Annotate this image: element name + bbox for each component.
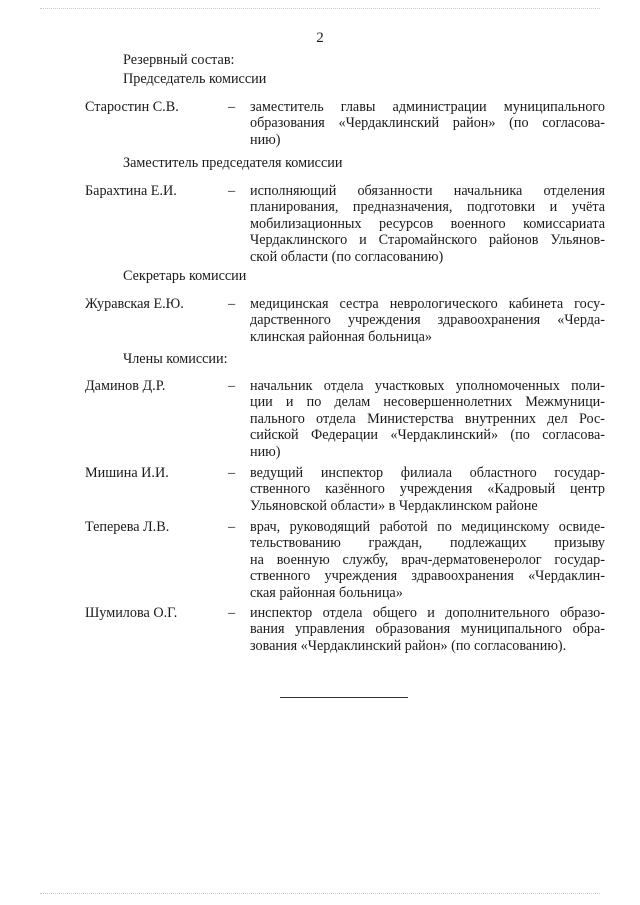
reserve-heading: Резервный состав: <box>123 52 235 68</box>
page-number: 2 <box>316 30 324 46</box>
description-line: вания управления образования муниципального обра- <box>250 621 605 638</box>
member-dash: – <box>228 99 236 115</box>
description-line: ская районная больница» <box>250 584 403 601</box>
description-line: дарственного учреждения здравоохранения «Черда- <box>250 312 605 329</box>
end-of-document-rule <box>280 697 408 698</box>
section-heading-deputy: Заместитель председателя комиссии <box>123 155 343 171</box>
section-heading-members: Члены комиссии: <box>123 351 228 367</box>
member-name: Журавская Е.Ю. <box>85 296 184 312</box>
member-name: Барахтина Е.И. <box>85 183 177 199</box>
scan-edge-top <box>40 8 600 9</box>
description-line: Чердаклинского и Старомайнского районов Ульянов- <box>250 232 605 249</box>
description-line: начальник отдела участковых уполномоченных поли- <box>250 378 605 394</box>
description-line: Ульяновской области» в Чердаклинском районе <box>250 497 538 514</box>
member-description <box>250 296 605 345</box>
member-name: Теперева Л.В. <box>85 519 170 535</box>
scan-edge-bottom <box>40 893 600 894</box>
description-line: образования «Чердаклинский район» (по согласова- <box>250 115 605 132</box>
description-line: нию) <box>250 131 281 148</box>
member-description <box>250 378 605 460</box>
description-line: ственного казённого учреждения «Кадровый центр <box>250 481 605 498</box>
description-line: сийской Федерации «Чердаклинский» (по согласова- <box>250 427 605 444</box>
description-line: ведущий инспектор филиала областного государ- <box>250 465 605 481</box>
member-name: Даминов Д.Р. <box>85 378 166 394</box>
description-line: врач, руководящий работой по медицинскому освиде- <box>250 519 605 535</box>
description-line: медицинская сестра неврологического кабинета госу- <box>250 296 605 312</box>
member-dash: – <box>228 605 236 621</box>
member-dash: – <box>228 465 236 481</box>
description-line: исполняющий обязанности начальника отделения <box>250 183 605 199</box>
member-name: Старостин С.В. <box>85 99 179 115</box>
member-description <box>250 183 605 265</box>
member-dash: – <box>228 183 236 199</box>
member-dash: – <box>228 519 236 535</box>
description-line: зования «Чердаклинский район» (по согласованию). <box>250 637 567 654</box>
description-line: ции и по делам несовершеннолетних Межмуници- <box>250 394 605 411</box>
description-line: инспектор отдела общего и дополнительного образо- <box>250 605 605 621</box>
member-dash: – <box>228 378 236 394</box>
description-line: клинская районная больница» <box>250 328 432 345</box>
description-line: на военную службу, врач-дерматовенеролог государ- <box>250 551 605 568</box>
member-description <box>250 519 605 601</box>
member-description <box>250 99 605 148</box>
description-line: нию) <box>250 443 281 460</box>
section-heading-secretary: Секретарь комиссии <box>123 268 247 284</box>
member-dash: – <box>228 296 236 312</box>
member-description <box>250 465 605 514</box>
member-description <box>250 605 605 654</box>
description-line: заместитель главы администрации муниципального <box>250 99 605 115</box>
description-line: ской области (по согласованию) <box>250 248 444 265</box>
description-line: планирования, предназначения, подготовки и учёта <box>250 199 605 216</box>
description-line: тельствованию граждан, подлежащих призыву <box>250 535 605 552</box>
member-name: Мишина И.И. <box>85 465 169 481</box>
section-heading-chairman: Председатель комиссии <box>123 71 267 87</box>
description-line: мобилизационных ресурсов военного комиссариата <box>250 215 605 232</box>
member-name: Шумилова О.Г. <box>85 605 178 621</box>
description-line: ственного учреждения здравоохранения «Чердаклин- <box>250 568 605 585</box>
description-line: пального отдела Министерства внутренних дел Рос- <box>250 410 605 427</box>
